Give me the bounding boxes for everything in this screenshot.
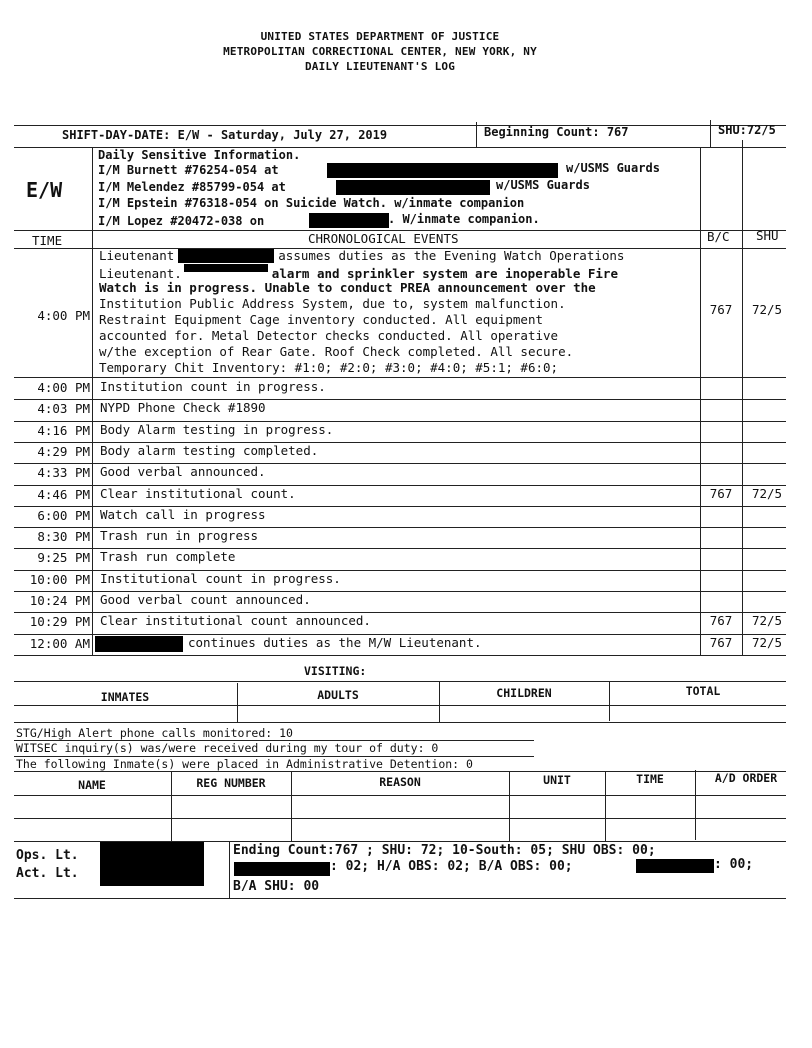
divider xyxy=(609,681,610,721)
rule xyxy=(14,795,786,796)
entry-time: 6:00 PM xyxy=(37,507,90,523)
sensitive-line-4: I/M Lopez #20472-038 on xyxy=(98,214,265,228)
entry-time: 4:00 PM xyxy=(37,380,90,395)
entry-time: 4:00 PM xyxy=(37,308,90,323)
redaction xyxy=(636,859,714,873)
admin-detention-note: The following Inmate(s) were placed in Administrative Detention: 0 xyxy=(16,757,473,771)
visiting-total-header: TOTAL xyxy=(685,684,721,698)
first-entry-line: assumes duties as the Evening Watch Operations xyxy=(278,248,625,263)
divider xyxy=(439,682,440,722)
sensitive-line-1-end: w/USMS Guards xyxy=(566,161,660,175)
entry-shu: 72/5 xyxy=(751,485,783,501)
time-column-divider xyxy=(92,147,93,656)
act-lt-label: Act. Lt. xyxy=(16,866,79,881)
rule xyxy=(14,655,786,656)
redaction xyxy=(234,862,330,876)
stg-note: STG/High Alert phone calls monitored: 10 xyxy=(16,726,293,740)
divider xyxy=(605,771,606,841)
reg-number-header: REG NUMBER xyxy=(196,776,266,790)
beginning-count: Beginning Count: 767 xyxy=(484,125,629,139)
divider xyxy=(171,772,172,842)
entry-time: 4:29 PM xyxy=(37,443,90,459)
divider xyxy=(695,770,696,840)
visiting-adults-header: ADULTS xyxy=(317,688,359,702)
rule xyxy=(14,377,786,378)
divider xyxy=(229,842,230,898)
rule xyxy=(14,705,786,706)
first-entry-line: Restraint Equipment Cage inventory conducted. All equipment xyxy=(99,312,544,327)
redaction xyxy=(184,264,268,272)
time-header: TIME xyxy=(32,233,63,248)
facility-title: METROPOLITAN CORRECTIONAL CENTER, NEW YORK, NY xyxy=(223,45,537,58)
bc-header: B/C xyxy=(707,229,730,244)
entry-time: 10:24 PM xyxy=(29,593,90,608)
first-entry-line: Temporary Chit Inventory: #1:0; #2:0; #3:0; #4:0; #5:1; #6:0; xyxy=(99,360,559,375)
events-header: CHRONOLOGICAL EVENTS xyxy=(308,231,459,246)
ending-count-line-3: B/A SHU: 00 xyxy=(233,879,320,894)
entry-event: Institutional count in progress. xyxy=(100,570,341,586)
visiting-inmates-header: INMATES xyxy=(100,690,150,704)
entry-shu: 72/5 xyxy=(751,302,783,317)
ending-count-line-2: : 02; H/A OBS: 02; B/A OBS: 00; xyxy=(330,859,573,874)
reason-header: REASON xyxy=(379,775,421,789)
sensitive-line-3: I/M Epstein #76318-054 on Suicide Watch. w/inmate companion xyxy=(98,196,525,210)
entry-time: 9:25 PM xyxy=(37,550,90,566)
entry-bc: 767 xyxy=(709,485,733,501)
shu-header: SHU xyxy=(756,228,779,243)
entry-time: 8:30 PM xyxy=(37,529,90,545)
shu-column-divider xyxy=(742,140,743,656)
first-entry-text xyxy=(99,248,699,376)
first-entry-line: Lieutenant. xyxy=(99,266,182,281)
entry-event: Trash run complete xyxy=(100,549,236,565)
entry-event: Good verbal count announced. xyxy=(100,592,311,607)
visiting-title: VISITING: xyxy=(304,664,367,678)
name-header: NAME xyxy=(78,778,106,792)
redaction xyxy=(95,636,183,652)
first-entry-line: Institution Public Address System, due to, system malfunction. xyxy=(99,296,566,311)
unit-header: UNIT xyxy=(543,773,571,787)
entry-time: 10:00 PM xyxy=(29,571,90,587)
entry-event: Trash run in progress xyxy=(100,528,259,544)
first-entry-line: Lieutenant xyxy=(99,248,175,263)
shu-count: SHU:72/5 xyxy=(718,123,776,137)
entry-event: Body Alarm testing in progress. xyxy=(100,421,334,437)
divider xyxy=(237,683,238,723)
entry-event: Watch call in progress xyxy=(100,506,266,522)
ops-lt-label: Ops. Lt. xyxy=(16,848,79,863)
first-entry-line: w/the exception of Rear Gate. Roof Check completed. All secure. xyxy=(99,344,574,359)
entry-shu: 72/5 xyxy=(751,634,783,650)
visiting-children-header: CHILDREN xyxy=(496,686,552,700)
sensitive-line-2: I/M Melendez #85799-054 at xyxy=(98,180,286,194)
entry-time: 10:29 PM xyxy=(29,614,90,630)
entry-time: 12:00 AM xyxy=(29,635,90,651)
divider xyxy=(509,771,510,841)
ending-count-line-2-end: : 00; xyxy=(714,857,754,872)
redaction xyxy=(327,163,558,178)
divider xyxy=(291,772,292,842)
entry-bc: 767 xyxy=(709,302,733,317)
log-title: DAILY LIEUTENANT'S LOG xyxy=(304,60,456,73)
sensitive-line-4-end: . W/inmate companion. xyxy=(388,212,540,226)
entry-time: 4:16 PM xyxy=(37,422,90,438)
redaction xyxy=(178,249,274,263)
redaction xyxy=(309,213,389,228)
shift-code: E/W xyxy=(26,178,63,202)
rule xyxy=(14,681,786,682)
entry-event: Clear institutional count. xyxy=(100,485,296,501)
ad-order-header: A/D ORDER xyxy=(714,771,778,785)
entry-event: Institution count in progress. xyxy=(100,379,326,394)
entry-time: 4:03 PM xyxy=(37,401,90,417)
time-col-header: TIME xyxy=(636,772,664,786)
first-entry-line: accounted for. Metal Detector checks conducted. All operative xyxy=(99,328,559,343)
sensitive-line-2-end: w/USMS Guards xyxy=(496,178,590,192)
first-entry-line: alarm and sprinkler system are inoperable Fire xyxy=(271,266,618,281)
signature-redaction xyxy=(100,842,204,886)
ending-count-line-1: Ending Count:767 ; SHU: 72; 10-South: 05; SHU OBS: 00; xyxy=(233,843,656,858)
rule xyxy=(14,125,786,126)
entry-bc: 767 xyxy=(709,634,733,650)
first-entry-line: Watch is in progress. Unable to conduct PREA announcement over the xyxy=(99,280,596,295)
redaction xyxy=(336,180,490,195)
entry-time: 4:46 PM xyxy=(37,486,90,502)
divider xyxy=(476,122,477,147)
entry-event: continues duties as the M/W Lieutenant. xyxy=(188,634,482,650)
rule xyxy=(14,818,786,819)
entry-event: NYPD Phone Check #1890 xyxy=(100,400,266,416)
bc-column-divider xyxy=(700,147,701,656)
department-title: UNITED STATES DEPARTMENT OF JUSTICE xyxy=(260,30,500,43)
entry-event: Clear institutional count announced. xyxy=(100,613,371,629)
entry-time: 4:33 PM xyxy=(37,465,90,481)
rule xyxy=(14,898,786,899)
sensitive-title: Daily Sensitive Information. xyxy=(98,148,301,162)
entry-bc: 767 xyxy=(709,613,733,629)
entry-shu: 72/5 xyxy=(751,613,783,629)
rule xyxy=(14,722,786,723)
divider xyxy=(710,120,711,147)
shift-day-date: SHIFT-DAY-DATE: E/W - Saturday, July 27, 2019 xyxy=(62,128,388,142)
sensitive-line-1-text: I/M Burnett #76254-054 at xyxy=(98,163,279,177)
entry-event: Good verbal announced. xyxy=(100,464,266,480)
witsec-note: WITSEC inquiry(s) was/were received during my tour of duty: 0 xyxy=(16,741,439,755)
sensitive-line-1 xyxy=(98,163,279,177)
entry-event: Body alarm testing completed. xyxy=(100,442,319,458)
